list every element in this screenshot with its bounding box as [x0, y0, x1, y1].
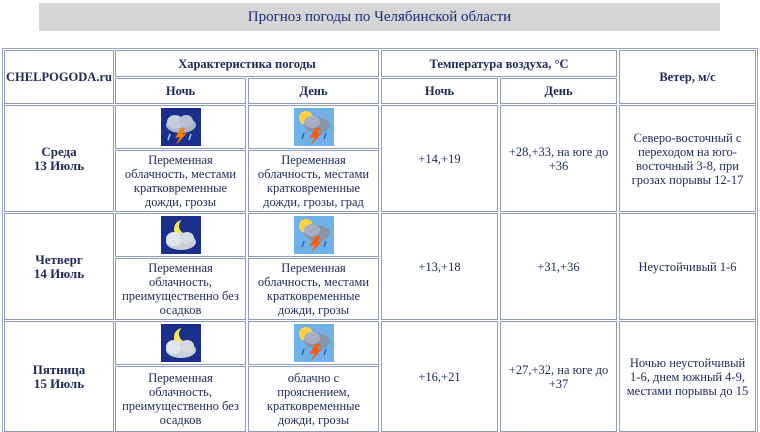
day-column-header: День — [248, 78, 379, 104]
night-description: Переменная облачность, преимущественно без осадков — [115, 366, 246, 432]
day-cell — [4, 213, 114, 320]
temp-day: +28,+33, на юге до +36 — [500, 105, 617, 212]
weekday: Пятница — [32, 361, 86, 377]
wind-header: Ветер, м/с — [619, 50, 756, 104]
day-weather-icon-cell — [248, 321, 379, 365]
storm-day-icon — [294, 108, 334, 146]
night-column-header: Ночь — [115, 78, 246, 104]
temp-night: +13,+18 — [381, 213, 498, 320]
wind-value: Ночью неустойчивый 1-6, днем южный 4-9, местами порывы до 15 — [619, 321, 756, 432]
cloudy-moon-icon — [161, 216, 201, 254]
date: 13 Июль — [33, 157, 85, 173]
night-weather-icon-cell — [115, 213, 246, 257]
night-description: Переменная облачность, местами кратковременные дожди, грозы — [115, 150, 246, 212]
page-title: Прогноз погоды по Челябинской области — [39, 3, 720, 31]
weekday: Среда — [41, 143, 77, 159]
day-weather-icon-cell — [248, 213, 379, 257]
temp-night-header: Ночь — [381, 78, 498, 104]
day-cell — [4, 105, 114, 212]
weekday: Четверг — [35, 251, 83, 267]
date: 15 Июль — [33, 375, 85, 391]
wind-value: Неустойчивый 1-6 — [619, 213, 756, 320]
cloudy-moon-icon — [161, 324, 201, 362]
temp-day-header: День — [500, 78, 617, 104]
night-description: Переменная облачность, преимущественно без осадков — [115, 258, 246, 320]
temp-night: +14,+19 — [381, 105, 498, 212]
day-weather-icon-cell — [248, 105, 379, 149]
wind-value: Северо-восточный с переходом на юго-восточный 3-8, при грозах порывы 12-17 — [619, 105, 756, 212]
temp-day: +31,+36 — [500, 213, 617, 320]
characteristics-header: Характеристика погоды — [115, 50, 379, 77]
temp-night: +16,+21 — [381, 321, 498, 432]
day-description: Переменная облачность, местами кратковременные дожди, грозы, град — [248, 150, 379, 212]
storm-day-icon — [294, 324, 334, 362]
day-description: Переменная облачность, местами кратковременные дожди, грозы — [248, 258, 379, 320]
day-description: облачно с прояснением, кратковременные дожди, грозы — [248, 366, 379, 432]
date: 14 Июль — [33, 265, 85, 281]
storm-night-icon — [161, 108, 201, 146]
storm-day-icon — [294, 216, 334, 254]
site-name: CHELPOGODA.ru — [4, 50, 114, 104]
temp-day: +27,+32, на юге до +37 — [500, 321, 617, 432]
night-weather-icon-cell — [115, 105, 246, 149]
night-weather-icon-cell — [115, 321, 246, 365]
temperature-header: Температура воздуха, °C — [381, 50, 617, 77]
day-cell — [4, 321, 114, 432]
